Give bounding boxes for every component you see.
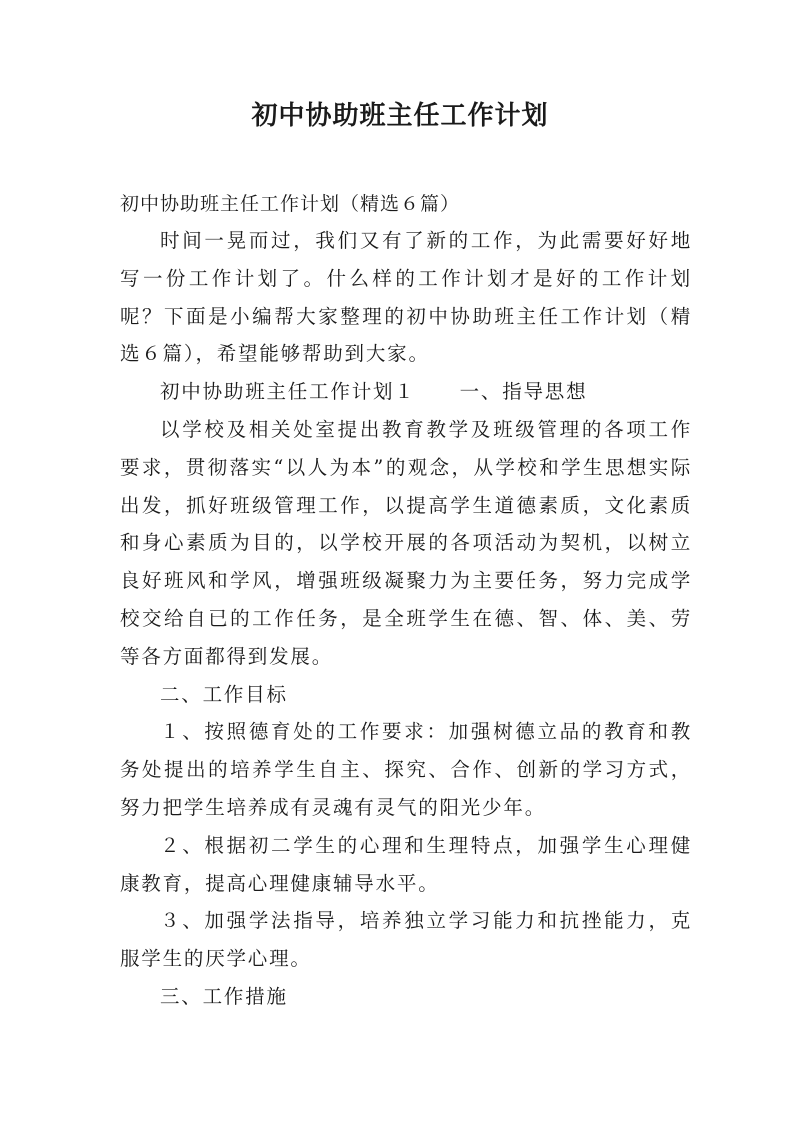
document-title: 初中协助班主任工作计划 — [251, 101, 549, 131]
plan-1-title: 初中协助班主任工作计划１ — [160, 380, 416, 404]
goal-1-paragraph: １、按照德育处的工作要求：加强树德立品的教育和教务处提出的培养学生自主、探究、合作、创新的学习方式，努力把学生培养成有灵魂有灵气的阳光少年。 — [120, 720, 692, 819]
section-1-heading: 一、指导思想 — [459, 380, 588, 404]
intro-paragraph: 时间一晃而过，我们又有了新的工作，为此需要好好地写一份工作计划了。什么样的工作计划才是好的工作计划呢？下面是小编帮大家整理的初中协助班主任工作计划（精选６篇），希望能够帮助到大家。 — [120, 229, 692, 366]
section-3-heading: 三、工作措施 — [160, 984, 288, 1008]
section-2-heading: 二、工作目标 — [160, 682, 288, 706]
goal-3-paragraph: ３、加强学法指导，培养独立学习能力和抗挫能力，克服学生的厌学心理。 — [120, 909, 692, 971]
document-body — [120, 222, 692, 1016]
document-subtitle: 初中协助班主任工作计划（精选６篇） — [120, 193, 461, 215]
section-1-paragraph: 以学校及相关处室提出教育教学及班级管理的各项工作要求，贯彻落实“以人为本”的观念，从学校和学生思想实际出发，抓好班级管理工作，以提高学生道德素质，文化素质和身心素质为目的，以学校开展的各项活动为契机，以树立良好班风和学风，增强班级凝聚力为主要任务，努力完成学校交给自已的工作任务，是全班学生在德、智、体、美、劳等各方面都得到发展。 — [120, 417, 692, 668]
plan-heading-line — [120, 373, 692, 411]
goal-2-paragraph: ２、根据初二学生的心理和生理特点，加强学生心理健康教育，提高心理健康辅导水平。 — [120, 833, 692, 895]
